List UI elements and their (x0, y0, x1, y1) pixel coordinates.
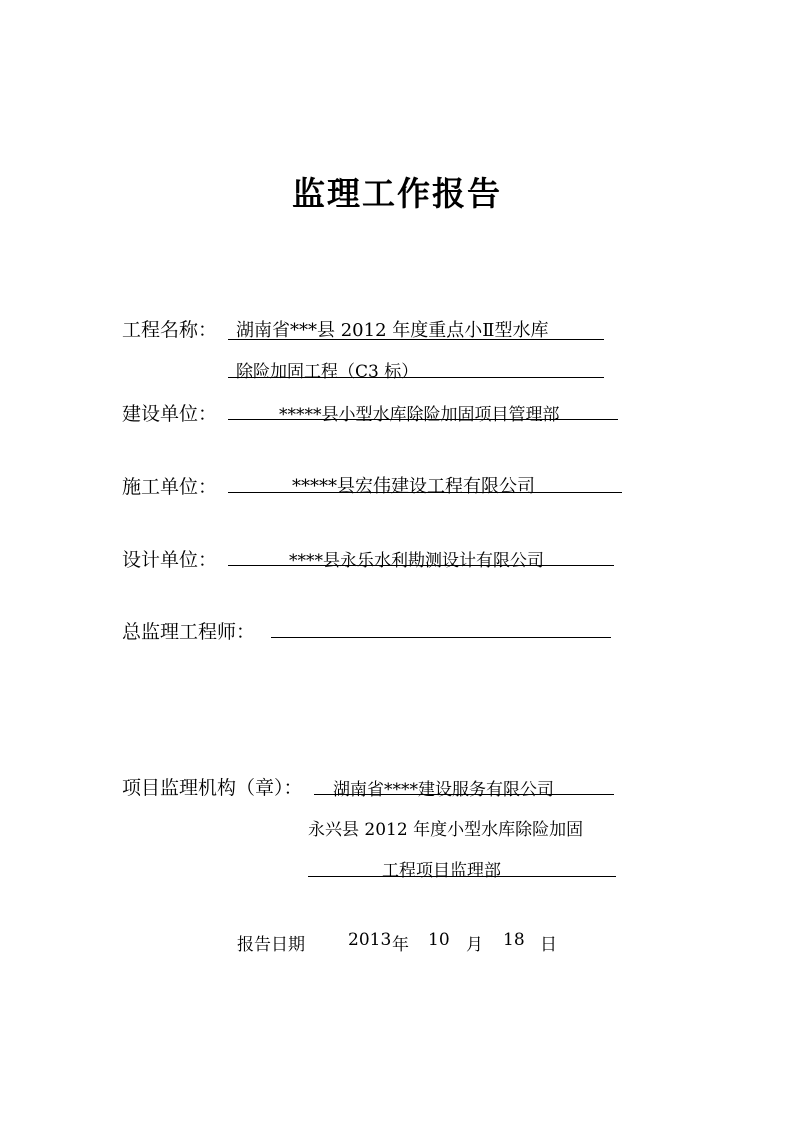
report-date-year-unit: 年 (392, 935, 409, 955)
supervision-org-line1: 湖南省****建设服务有限公司 (333, 780, 554, 800)
construction-unit-value: *****县小型水库除险加固项目管理部 (279, 405, 560, 425)
report-date-month: 10 (428, 930, 450, 950)
supervision-org-underline-3 (308, 876, 616, 877)
project-name-line2: 除险加固工程（C3 标） (236, 362, 419, 382)
document-title: 监理工作报告 (292, 174, 502, 213)
construction-unit-label: 建设单位： (122, 403, 218, 425)
designer-label: 设计单位： (122, 549, 218, 571)
project-name-underline-1 (228, 339, 604, 340)
construction-unit-underline (228, 419, 618, 420)
report-date-label: 报告日期 (237, 935, 305, 955)
supervision-org-line3: 工程项目监理部 (382, 861, 501, 881)
chief-supervisor-label: 总监理工程师： (122, 621, 256, 643)
report-date-day: 18 (503, 930, 525, 950)
project-name-label: 工程名称： (122, 319, 218, 341)
report-date-day-unit: 日 (540, 935, 557, 955)
builder-value: *****县宏伟建设工程有限公司 (292, 476, 535, 497)
designer-value: ****县永乐水利勘测设计有限公司 (289, 551, 544, 571)
project-name-underline-2 (228, 377, 604, 378)
builder-underline (228, 492, 622, 493)
supervision-org-label: 项目监理机构（章）： (122, 777, 303, 799)
supervision-org-underline-1 (314, 794, 614, 795)
builder-label: 施工单位： (122, 476, 218, 498)
designer-underline (228, 565, 614, 566)
supervision-org-line2: 永兴县 2012 年度小型水库除险加固 (308, 820, 584, 840)
chief-supervisor-underline (271, 637, 611, 638)
report-date-year: 2013 (348, 930, 392, 950)
project-name-line1: 湖南省***县 2012 年度重点小Ⅱ型水库 (236, 320, 549, 341)
report-date-month-unit: 月 (466, 935, 483, 955)
